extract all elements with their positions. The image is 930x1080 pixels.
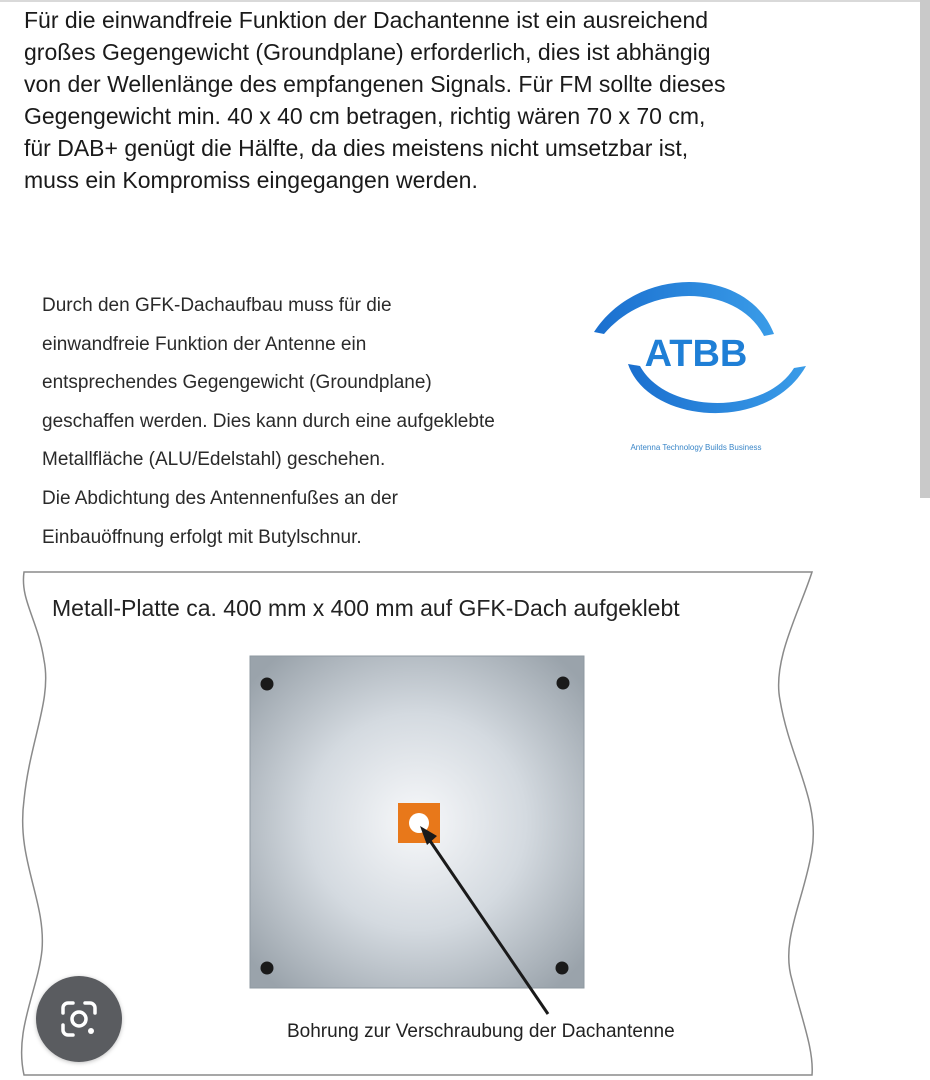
diagram-caption: Bohrung zur Verschraubung der Dachantenne [287, 1021, 675, 1042]
description-line: entsprechendes Gegengewicht (Groundplane) [42, 372, 432, 394]
google-lens-icon [59, 999, 99, 1039]
roof-diagram [0, 560, 930, 1080]
description-line: einwandfreie Funktion der Antenne ein [42, 333, 367, 355]
scrollbar[interactable] [920, 0, 930, 498]
intro-line: Für die einwandfreie Funktion der Dachantenne ist ein ausreichend [24, 7, 709, 33]
logo-tagline: Antenna Technology Builds Business [630, 443, 762, 452]
atbb-logo [588, 274, 814, 458]
screw-hole [261, 678, 274, 691]
description-line: Die Abdichtung des Antennenfußes an der [42, 487, 398, 509]
intro-line: von der Wellenlänge des empfangenen Signals. Für FM sollte dieses [24, 71, 726, 97]
logo-arc-top [594, 282, 774, 336]
screw-hole [261, 962, 274, 975]
top-divider [0, 0, 930, 2]
intro-line: großes Gegengewicht (Groundplane) erforderlich, dies ist abhängig [24, 39, 711, 65]
description-paragraph [42, 287, 602, 557]
intro-line: muss ein Kompromiss eingegangen werden. [24, 167, 478, 193]
screw-hole [556, 962, 569, 975]
intro-line: Gegengewicht min. 40 x 40 cm betragen, richtig wären 70 x 70 cm, [24, 103, 706, 129]
screw-hole [557, 677, 570, 690]
lens-search-button[interactable] [36, 976, 122, 1062]
description-line: geschaffen werden. Dies kann durch eine aufgeklebte [42, 410, 495, 432]
diagram-title: Metall-Platte ca. 400 mm x 400 mm auf GFK-Dach aufgeklebt [52, 595, 680, 621]
description-line: Metallfläche (ALU/Edelstahl) geschehen. [42, 449, 386, 471]
intro-line: für DAB+ genügt die Hälfte, da dies meistens nicht umsetzbar ist, [24, 135, 689, 161]
description-line: Durch den GFK-Dachaufbau muss für die [42, 295, 392, 316]
description-line: Einbauöffnung erfolgt mit Butylschnur. [42, 526, 362, 548]
logo-wordmark: ATBB [644, 333, 748, 375]
intro-paragraph [24, 4, 884, 196]
